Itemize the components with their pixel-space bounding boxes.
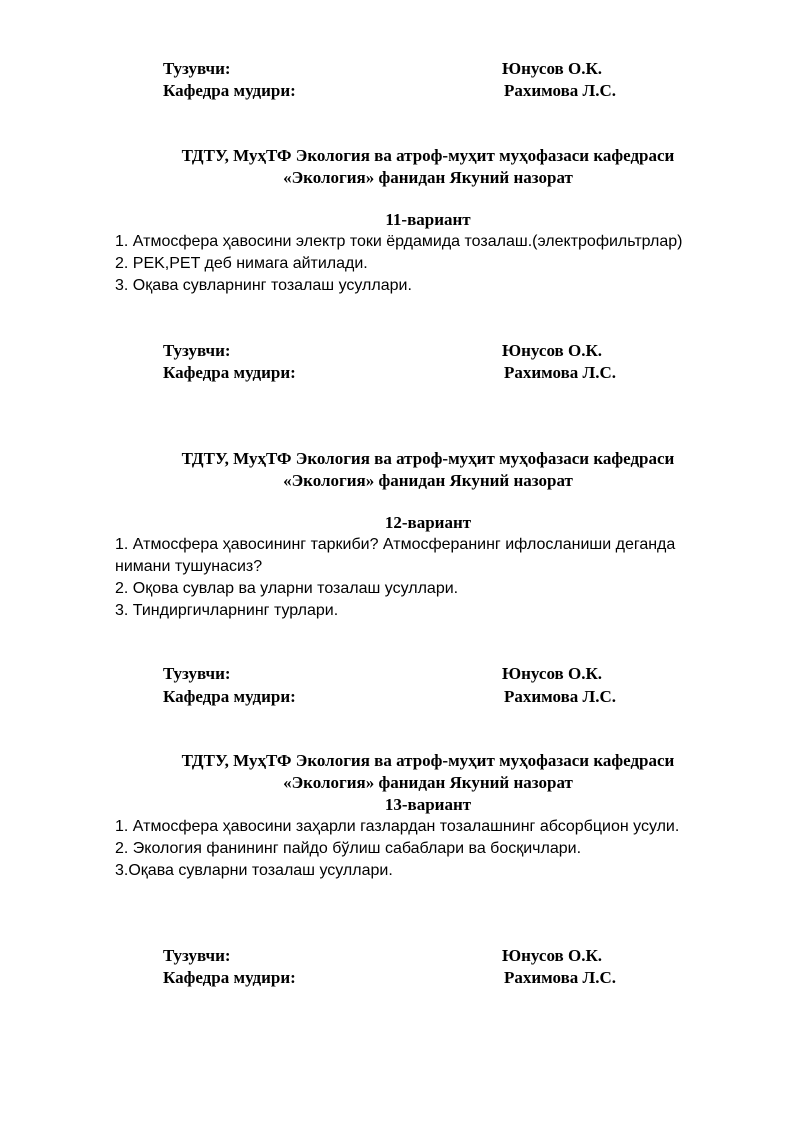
author-label: Тузувчи: [163, 664, 231, 683]
department-header: ТДТУ, МуҳТФ Экология ва атроф-муҳит муҳофазаси кафедраси [181, 751, 675, 770]
head-label: Кафедра мудири: [163, 363, 296, 382]
question-line: 2. Экология фанининг пайдо бўлиш сабаблари ва босқичлари. [115, 840, 582, 857]
question-line: 1. Атмосфера ҳавосининг таркиби? Атмосферанинг ифлосланиши деганда [115, 536, 676, 553]
author-name: Юнусов О.К. [502, 341, 603, 360]
head-label: Кафедра мудири: [163, 968, 296, 987]
question-line: 1. Атмосфера ҳавосини электр токи ёрдамида тозалаш.(электрофильтрлар) [115, 233, 683, 250]
question-line: 1. Атмосфера ҳавосини заҳарли газлардан тозалашнинг абсорбцион усули. [115, 818, 680, 835]
author-label: Тузувчи: [163, 59, 231, 78]
author-label: Тузувчи: [163, 341, 231, 360]
variant-title: 11-вариант [385, 210, 471, 229]
variant-title: 13-вариант [384, 795, 472, 814]
author-name: Юнусов О.К. [502, 59, 603, 78]
question-line: 3.Оқава сувларни тозалаш усуллари. [115, 862, 393, 879]
question-line: нимани тушунасиз? [115, 558, 263, 575]
author-name: Юнусов О.К. [502, 664, 603, 683]
question-line: 3. Тиндиргичларнинг турлари. [115, 602, 339, 619]
department-header: ТДТУ, МуҳТФ Экология ва атроф-муҳит муҳофазаси кафедраси [181, 449, 675, 468]
department-header: ТДТУ, МуҳТФ Экология ва атроф-муҳит муҳофазаси кафедраси [181, 146, 675, 165]
head-name: Рахимова Л.С. [504, 363, 616, 382]
head-name: Рахимова Л.С. [504, 81, 616, 100]
exam-title: «Экология» фанидан Якуний назорат [283, 168, 573, 187]
head-name: Рахимова Л.С. [504, 968, 616, 987]
author-name: Юнусов О.К. [502, 946, 603, 965]
question-line: 3. Оқава сувларнинг тозалаш усуллари. [115, 277, 412, 294]
variant-title: 12-вариант [384, 513, 472, 532]
exam-title: «Экология» фанидан Якуний назорат [283, 773, 573, 792]
question-line: 2. PEK,PET деб нимага айтилади. [115, 255, 368, 272]
author-label: Тузувчи: [163, 946, 231, 965]
question-line: 2. Оқова сувлар ва уларни тозалаш усуллари. [115, 580, 459, 597]
exam-title: «Экология» фанидан Якуний назорат [283, 471, 573, 490]
head-name: Рахимова Л.С. [504, 687, 616, 706]
head-label: Кафедра мудири: [163, 81, 296, 100]
head-label: Кафедра мудири: [163, 687, 296, 706]
